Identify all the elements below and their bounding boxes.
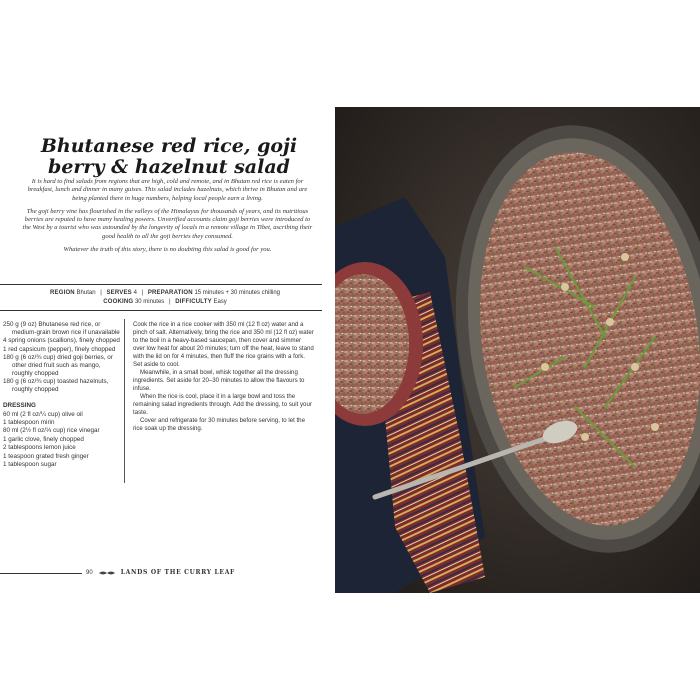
column-divider bbox=[124, 319, 125, 483]
dressing-item: 2 tablespoons lemon juice bbox=[3, 444, 76, 452]
leaf-ornament-icon bbox=[98, 570, 116, 576]
region-label: REGION bbox=[49, 290, 75, 296]
intro-paragraph: The goji berry vine has flourished in the valleys of the Himalayas for thousands of years, and its nutritious berries are reputed to have many healing powers. Unverified accounts claim goji berries were introduced to the West by a tourist who was astounded by the longevity of locals in a remote village in Tibet, ascribing their good health to all the goji berries they consumed. bbox=[22, 207, 313, 240]
preparation-label: PREPARATION bbox=[147, 290, 193, 296]
ingredient-item: 250 g (9 oz) Bhutanese red rice, or medium-grain brown rice if unavailable bbox=[3, 321, 120, 336]
method-step: Cook the rice in a rice cooker with 350 ml (12 fl oz) water and a pinch of salt. Alternatively, bring the rice and 350 ml (12 fl oz) water to the boil in a heavy-based saucepan, then cover and simmer over low heat for about 20 minutes; turn off the heat, leave to stand with the lid on for 4 minutes, then fluff the rice grains with a fork. Set aside to cool. bbox=[133, 321, 314, 368]
method-text bbox=[133, 321, 314, 433]
ingredient-item: 180 g (6 oz/¾ cup) toasted hazelnuts, roughly chopped bbox=[3, 378, 109, 394]
region-value: Bhutan bbox=[76, 290, 96, 296]
difficulty-label: DIFFICULTY bbox=[175, 299, 212, 305]
left-page bbox=[0, 0, 335, 700]
cooking-value: 30 minutes bbox=[134, 299, 165, 305]
dressing-item: 1 tablespoon mirin bbox=[3, 418, 55, 426]
method-step: When the rice is cool, place it in a large bowl and toss the remaining salad ingredients through. Add the dressing, to suit your taste. bbox=[133, 393, 312, 416]
divider-bottom bbox=[0, 310, 322, 311]
ingredient-item: 180 g (6 oz/¾ cup) dried goji berries, or other dried fruit such as mango, roughly chopped bbox=[3, 354, 113, 377]
serves-value: 4 bbox=[133, 290, 137, 296]
dressing-item: 80 ml (2½ fl oz/⅓ cup) rice vinegar bbox=[3, 427, 100, 435]
page-footer bbox=[86, 569, 326, 576]
ingredients-list bbox=[3, 321, 121, 469]
salad-photo-illustration bbox=[335, 107, 700, 593]
dressing-heading: DRESSING bbox=[3, 402, 36, 410]
ingredient-item: 1 red capsicum (pepper), finely chopped bbox=[3, 345, 116, 353]
dressing-item: 1 teaspoon grated fresh ginger bbox=[3, 452, 89, 460]
dressing-item: 1 tablespoon sugar bbox=[3, 461, 57, 468]
method-step: Cover and refrigerate for 30 minutes before serving, to let the rice soak up the dressing. bbox=[133, 417, 305, 432]
preparation-value: 15 minutes + 30 minutes chilling bbox=[194, 290, 281, 296]
cooking-label: COOKING bbox=[103, 299, 134, 305]
ingredient-item: 4 spring onions (scallions), finely chopped bbox=[3, 337, 120, 345]
intro-paragraph: Whatever the truth of this story, there is no doubting this salad is good for you. bbox=[63, 246, 272, 254]
recipe-title: Bhutanese red rice, goji berry & hazelnut salad bbox=[40, 135, 298, 178]
dressing-item: 1 garlic clove, finely chopped bbox=[3, 435, 84, 443]
difficulty-value: Easy bbox=[213, 299, 227, 305]
footer-rule bbox=[0, 573, 82, 574]
page-number: 90 bbox=[86, 569, 93, 576]
recipe-intro bbox=[20, 178, 315, 259]
book-title: LANDS OF THE CURRY LEAF bbox=[120, 569, 236, 576]
salad-photo bbox=[335, 107, 700, 593]
serves-label: SERVES bbox=[106, 290, 132, 296]
method-step: Meanwhile, in a small bowl, whisk together all the dressing ingredients. Set aside for 20–30 minutes to allow the flavours to infuse. bbox=[133, 369, 305, 392]
intro-paragraph: It is hard to find salads from regions that are high, cold and remote, and in Bhutan red rice is eaten for breakfast, lunch and dinner in many guises. This salad includes hazelnuts, which thrive in Bhutan and are being planted there in huge numbers, helping local people earn a living. bbox=[27, 178, 308, 202]
recipe-meta: REGION Bhutan | SERVES 4 | PREPARATION 15 minutes + 30 minutes chilling COOKING 30 minutes | DIFFICULTY Easy bbox=[49, 290, 281, 305]
dressing-item: 60 ml (2 fl oz/¼ cup) olive oil bbox=[3, 410, 83, 418]
divider-top bbox=[0, 284, 322, 285]
